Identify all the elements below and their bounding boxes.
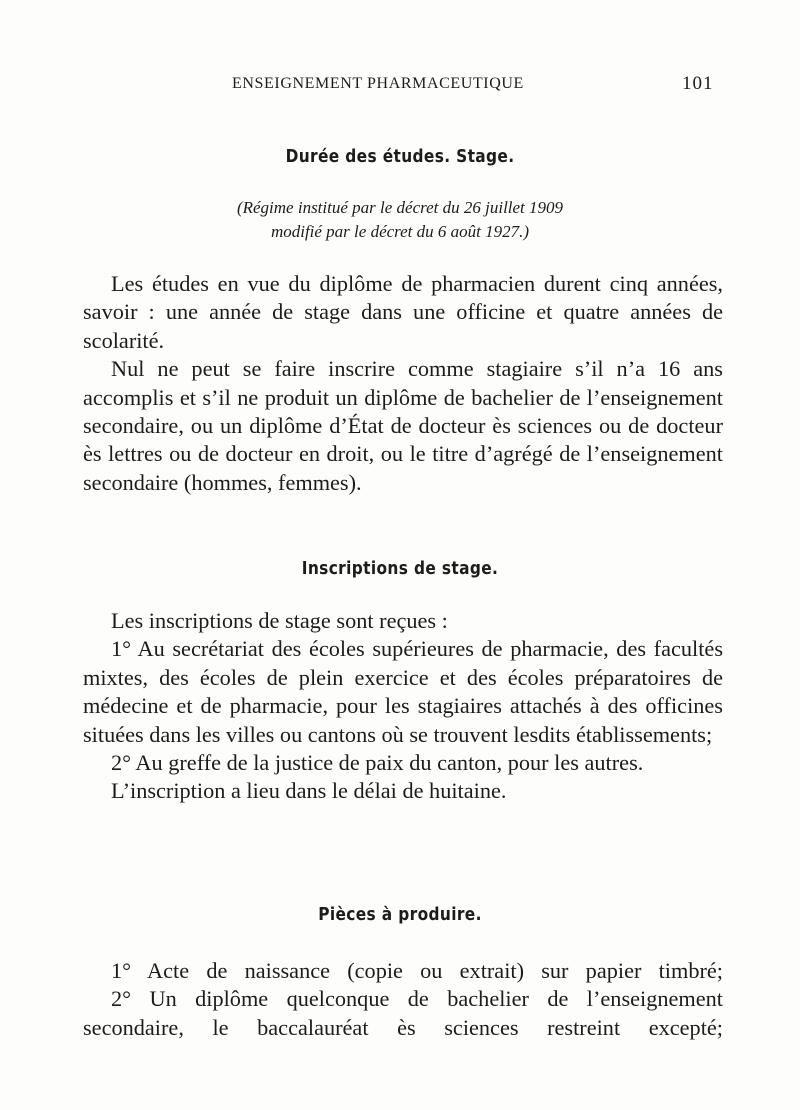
running-head: [0, 75, 800, 99]
regime-note-line-2: modifié par le décret du 6 août 1927.): [270, 222, 530, 241]
section-3-body: [83, 957, 723, 1042]
list-item-diplome: 2° Un diplôme quelconque de bachelier de l’enseignement secondaire, le baccalauréat ès sciences restreint excepté;: [83, 986, 723, 1040]
regime-note: [80, 196, 720, 244]
regime-note-line-1: (Régime institué par le décret du 26 juillet 1909: [236, 198, 564, 217]
section-heading-inscriptions: Inscriptions de stage.: [301, 559, 499, 579]
list-item-greffe: 2° Au greffe de la justice de paix du canton, pour les autres.: [111, 750, 644, 776]
running-title: ENSEIGNEMENT PHARMACEUTIQUE: [232, 75, 524, 92]
section-heading-duree: Durée des études. Stage.: [285, 147, 515, 167]
list-item-acte-naissance: 1° Acte de naissance (copie ou extrait) sur papier timbré;: [111, 958, 723, 983]
paragraph-inscriptions-intro: Les inscriptions de stage sont reçues :: [111, 608, 448, 633]
paragraph-conditions: Nul ne peut se faire inscrire comme stagiaire s’il n’a 16 ans accomplis et s’il ne produit un diplôme de bachelier de l’enseignement secondaire, ou un diplôme d’État de docteur ès sciences ou de docteur ès lettres ou de docteur en droit, ou le titre d’agrégé de l’enseignement secondaire (hommes, femmes).: [83, 356, 723, 495]
page-number: 101: [682, 73, 714, 94]
paragraph-duree: Les études en vue du diplôme de pharmacien durent cinq années, savoir : une année de stage dans une officine et quatre années de scolarité.: [83, 271, 723, 353]
section-1-body: [83, 270, 723, 497]
paragraph-delai: L’inscription a lieu dans le délai de huitaine.: [111, 778, 507, 804]
list-item-secretariat: 1° Au secrétariat des écoles supérieures de pharmacie, des facultés mixtes, des écoles de plein exercice et des écoles préparatoires de médecine et de pharmacie, pour les stagiaires attachés à des officines situées dans les villes ou cantons où se trouvent lesdits établissements;: [83, 636, 723, 747]
section-2-body: [83, 607, 723, 806]
section-heading-pieces: Pièces à produire.: [318, 905, 482, 925]
